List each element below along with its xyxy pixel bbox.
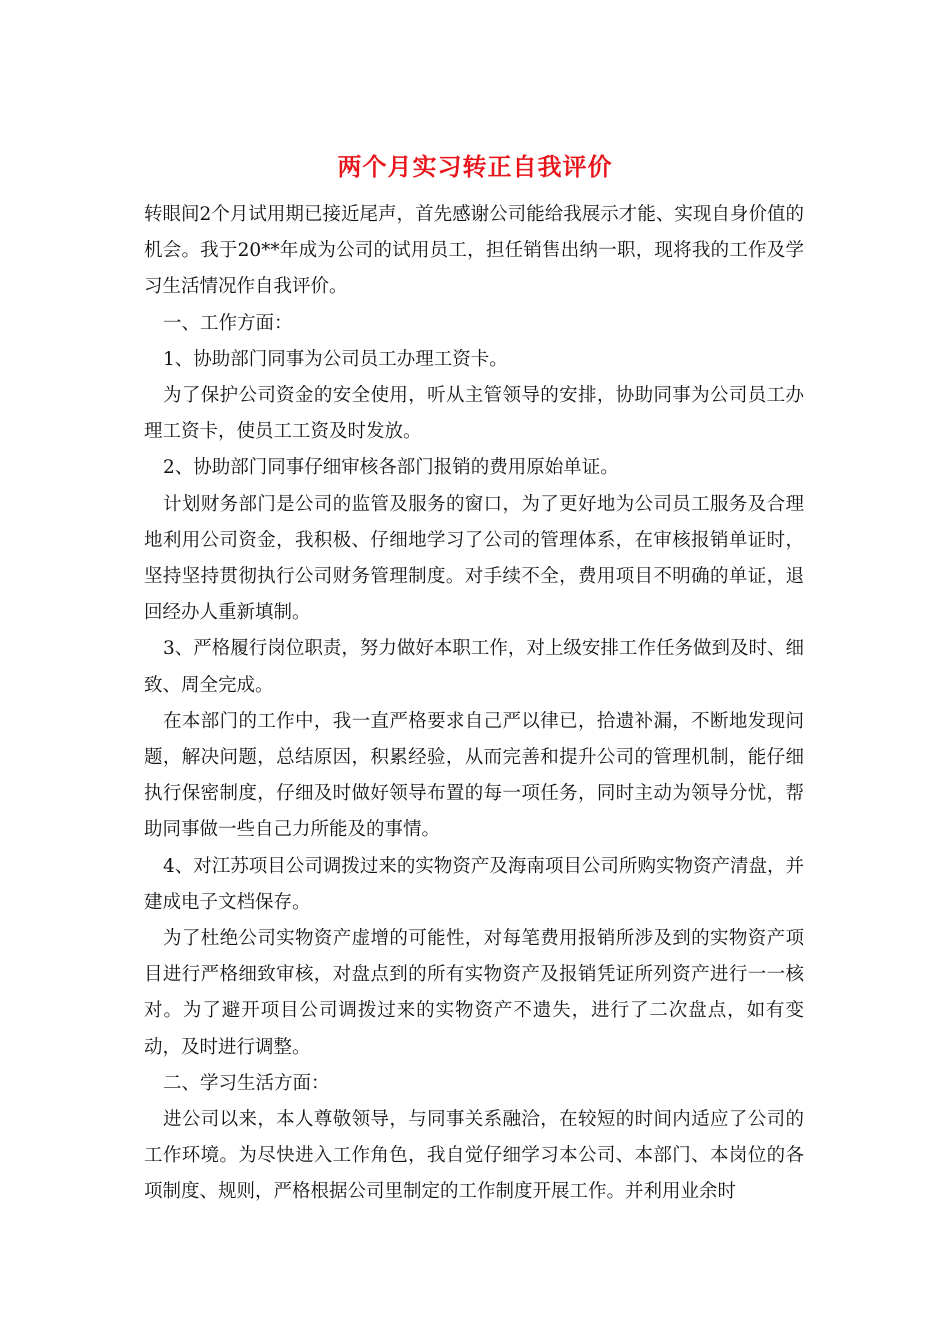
paragraph-item-3: 在本部门的工作中，我一直严格要求自己严以律已，拾遗补漏，不断地发现问题，解决问题，总结原因，积累经验，从而完善和提升公司的管理机制，能仔细执行保密制度，仔细及时做好领导布置的每一项任务，同时主动为领导分忧，帮助同事做一些自己力所能及的事情。 bbox=[144, 710, 804, 841]
paragraph-intro: 转眼间2个月试用期已接近尾声，首先感谢公司能给我展示才能、实现自身价值的机会。我于20**年成为公司的试用员工，担任销售出纳一职，现将我的工作及学习生活情况作自我评价。 bbox=[144, 204, 804, 298]
item-heading-1: 1、协助部门同事为公司员工办理工资卡。 bbox=[163, 348, 508, 370]
document-title: 两个月实习转正自我评价 bbox=[337, 152, 613, 181]
section-heading-work: 一、工作方面： bbox=[163, 312, 293, 334]
document-body bbox=[144, 197, 804, 1211]
paragraph-item-1: 为了保护公司资金的安全使用，听从主管领导的安排，协助同事为公司员工办理工资卡，使员工工资及时发放。 bbox=[144, 385, 804, 443]
item-heading-2: 2、协助部门同事仔细审核各部门报销的费用原始单证。 bbox=[163, 457, 619, 479]
paragraph-item-4: 为了杜绝公司实物资产虚增的可能性，对每笔费用报销所涉及到的实物资产项目进行严格细致审核，对盘点到的所有实物资产及报销凭证所列资产进行一一核对。为了避开项目公司调拨过来的实物资产不遗失，进行了二次盘点，如有变动，及时进行调整。 bbox=[144, 928, 804, 1058]
paragraph-item-2: 计划财务部门是公司的监管及服务的窗口，为了更好地为公司员工服务及合理地利用公司资金，我积极、仔细地学习了公司的管理体系，在审核报销单证时，坚持坚持贯彻执行公司财务管理制度。对手续不全，费用项目不明确的单证，退回经办人重新填制。 bbox=[144, 493, 804, 624]
section-heading-study: 二、学习生活方面： bbox=[163, 1072, 330, 1094]
paragraph-study: 进公司以来，本人尊敬领导，与同事关系融洽，在较短的时间内适应了公司的工作环境。为尽快进入工作角色，我自觉仔细学习本公司、本部门、本岗位的各项制度、规则，严格根据公司里制定的工作制度开展工作。并利用业余时 bbox=[144, 1109, 804, 1203]
item-heading-4: 4、对江苏项目公司调拨过来的实物资产及海南项目公司所购实物资产清盘，并建成电子文档保存。 bbox=[144, 855, 804, 913]
item-heading-3: 3、严格履行岗位职责，努力做好本职工作，对上级安排工作任务做到及时、细致、周全完成。 bbox=[144, 638, 804, 696]
